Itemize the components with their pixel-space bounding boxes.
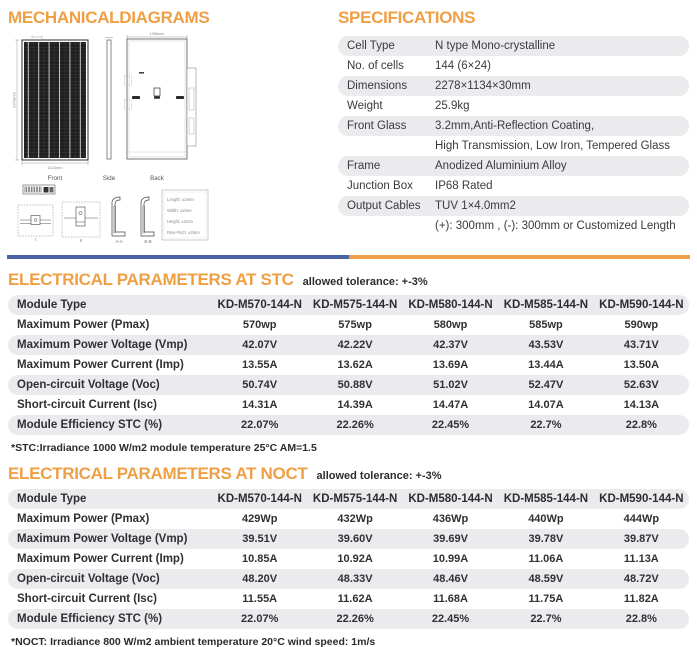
column-header-model: KD-M590-144-N <box>599 299 684 311</box>
row-value: 11.13A <box>623 553 659 565</box>
specifications-title: SPECIFICATIONS <box>338 8 476 27</box>
row-label: Maximum Power Current (Imp) <box>17 553 184 565</box>
row-value: 22.07% <box>241 613 279 625</box>
section-aa-label: A-A <box>115 239 123 244</box>
spec-label: Dimensions <box>347 80 408 92</box>
row-label: Open-circuit Voltage (Voc) <box>17 379 160 391</box>
table-row <box>8 529 689 549</box>
row-value: 13.50A <box>623 359 660 371</box>
tolerance-height: Height: ±1mm <box>167 219 194 224</box>
noct-table <box>8 489 689 629</box>
tolerance-width: Width: ±2mm <box>167 208 192 213</box>
row-value: 13.69A <box>432 359 469 371</box>
spec-row <box>338 76 689 96</box>
row-value: 10.92A <box>337 553 373 565</box>
cable-connector-symbol <box>154 96 160 99</box>
row-label: Module Efficiency STC (%) <box>17 613 163 625</box>
back-view-drawing <box>125 32 197 182</box>
junction-box-symbol <box>154 88 160 96</box>
row-value: 14.31A <box>241 399 278 411</box>
row-label: Short-circuit Current (Isc) <box>17 399 157 411</box>
row-label: Maximum Power (Pmax) <box>17 319 150 331</box>
row-label: Maximum Power Current (Imp) <box>17 359 184 371</box>
noct-section <box>0 464 697 647</box>
column-header-model: KD-M575-144-N <box>312 299 398 311</box>
spec-value: N type Mono-crystalline <box>435 40 556 52</box>
spec-row <box>338 36 689 56</box>
row-value: 13.62A <box>337 359 373 371</box>
back-view-label: Back <box>150 175 164 182</box>
row-value: 14.07A <box>528 399 564 411</box>
spec-row <box>338 56 689 76</box>
stc-table <box>8 295 689 435</box>
row-value: 570wp <box>242 319 277 331</box>
mechanical-diagram <box>8 30 338 245</box>
row-value: 22.26% <box>336 613 374 625</box>
section-bb-label: B-B <box>144 239 152 244</box>
row-value: 22.07% <box>241 419 279 431</box>
noct-title: ELECTRICAL PARAMETERS AT NOCT <box>8 464 308 483</box>
front-height-dimension: 2278mm <box>11 92 17 108</box>
row-value: 39.60V <box>337 533 373 545</box>
row-value: 22.45% <box>431 613 470 625</box>
row-label: Maximum Power (Pmax) <box>17 513 150 525</box>
front-width-dimension: 1134mm <box>47 165 63 170</box>
row-value: 436Wp <box>432 513 469 525</box>
table-row <box>8 609 689 629</box>
specifications-table <box>338 36 689 236</box>
tolerance-row-pitch: Row Pitch: ±2mm <box>167 230 200 235</box>
spec-row <box>338 196 689 216</box>
stc-footnote: *STC:Irradiance 1000 W/m2 module temperature 25°C AM=1.5 <box>11 442 317 454</box>
column-header-model: KD-M585-144-N <box>503 299 589 311</box>
column-header-model: KD-M585-144-N <box>503 493 589 505</box>
row-value: 48.59V <box>528 573 564 585</box>
front-view-label: Front <box>47 175 63 182</box>
cable-connector-symbol <box>176 96 184 99</box>
frame-section-aa-drawing <box>112 197 125 244</box>
spec-label: Output Cables <box>347 200 421 212</box>
row-value: 42.07V <box>242 339 278 351</box>
row-value: 42.22V <box>337 339 373 351</box>
row-value: 52.47V <box>528 379 564 391</box>
stc-heading-row <box>8 270 689 290</box>
table-header-row <box>8 295 689 315</box>
table-row <box>8 549 689 569</box>
spec-label: No. of cells <box>347 60 404 72</box>
row-value: 48.72V <box>623 573 659 585</box>
noct-footnote: *NOCT: Irradiance 800 W/m2 ambient temperature 20°C wind speed: 1m/s <box>11 636 376 647</box>
stc-tolerance-note: allowed tolerance: +-3% <box>302 276 428 288</box>
spec-label: Junction Box <box>347 180 413 192</box>
row-value: 11.68A <box>433 593 468 605</box>
detail-1-label: I <box>34 237 37 242</box>
top-section <box>0 0 697 245</box>
row-value: 585wp <box>529 319 563 331</box>
spec-row <box>338 96 689 116</box>
section-divider <box>7 255 690 259</box>
row-value: 39.69V <box>433 533 468 545</box>
column-header-module-type: Module Type <box>17 493 87 505</box>
barcode-label-drawing <box>23 185 55 194</box>
spec-value: (+): 300mm , (-): 300mm or Customized Length <box>435 220 676 232</box>
row-value: 39.51V <box>242 533 278 545</box>
mechanical-diagrams-section <box>8 8 338 245</box>
table-row <box>8 375 689 395</box>
row-value: 22.8% <box>625 613 657 625</box>
row-value: 580wp <box>433 319 468 331</box>
row-value: 22.7% <box>530 613 562 625</box>
row-value: 429Wp <box>241 513 278 525</box>
row-value: 444Wp <box>623 513 660 525</box>
row-value: 50.88V <box>337 379 373 391</box>
row-value: 22.26% <box>336 419 374 431</box>
table-row <box>8 395 689 415</box>
row-value: 11.82A <box>623 593 659 605</box>
column-header-model: KD-M590-144-N <box>599 493 684 505</box>
noct-tolerance-note: allowed tolerance: +-3% <box>316 470 442 482</box>
spec-label: Cell Type <box>347 40 395 52</box>
row-value: 575wp <box>338 319 372 331</box>
divider-orange-segment <box>349 255 691 259</box>
spec-row <box>338 136 689 156</box>
table-row <box>8 335 689 355</box>
row-value: 22.45% <box>431 419 470 431</box>
tolerance-note-box <box>162 190 208 240</box>
row-value: 590wp <box>624 319 659 331</box>
back-width-dimension: 1086mm <box>149 32 165 36</box>
spec-row <box>338 116 689 136</box>
row-value: 22.8% <box>625 419 657 431</box>
table-row <box>8 355 689 375</box>
row-value: 51.02V <box>433 379 468 391</box>
row-value: 10.99A <box>432 553 469 565</box>
column-header-model: KD-M575-144-N <box>312 493 398 505</box>
row-label: Short-circuit Current (Isc) <box>17 593 157 605</box>
spec-value: TUV 1×4.0mm2 <box>435 200 516 212</box>
row-value: 13.44A <box>528 359 564 371</box>
row-label: Maximum Power Voltage (Vmp) <box>17 339 188 351</box>
row-value: 48.46V <box>433 573 468 585</box>
noct-heading-row <box>8 464 689 484</box>
row-value: 43.53V <box>528 339 564 351</box>
mounting-detail-1-drawing <box>18 205 53 242</box>
table-row <box>8 569 689 589</box>
row-value: 52.63V <box>623 379 659 391</box>
row-label: Module Efficiency STC (%) <box>17 419 163 431</box>
row-value: 13.55A <box>241 359 278 371</box>
spec-value: 3.2mm,Anti-Reflection Coating, <box>435 120 595 132</box>
column-header-module-type: Module Type <box>17 299 87 311</box>
table-header-row <box>8 489 689 509</box>
row-label: Open-circuit Voltage (Voc) <box>17 573 160 585</box>
row-value: 10.85A <box>241 553 278 565</box>
spec-value: 25.9kg <box>435 100 470 112</box>
frame-section-bb-drawing <box>141 197 154 244</box>
row-value: 43.71V <box>623 339 659 351</box>
table-row <box>8 415 689 435</box>
column-header-model: KD-M570-144-N <box>217 299 302 311</box>
spec-label: Front Glass <box>347 120 407 132</box>
row-value: 42.37V <box>433 339 468 351</box>
cable-connector-symbol <box>132 96 140 99</box>
row-value: 11.55A <box>242 593 278 605</box>
row-value: 39.87V <box>623 533 659 545</box>
side-view-label: Side <box>102 175 116 182</box>
side-view-drawing <box>103 38 116 183</box>
spec-value: Anodized Aluminium Alloy <box>435 160 567 172</box>
mounting-detail-2-drawing <box>62 202 100 243</box>
table-row <box>8 315 689 335</box>
spec-row <box>338 176 689 196</box>
spec-label: Weight <box>347 100 383 112</box>
row-value: 11.75A <box>528 593 564 605</box>
row-label: Maximum Power Voltage (Vmp) <box>17 533 188 545</box>
table-row <box>8 589 689 609</box>
table-row <box>8 509 689 529</box>
row-value: 14.39A <box>337 399 373 411</box>
stc-title: ELECTRICAL PARAMETERS AT STC <box>8 270 294 289</box>
spec-value: IP68 Rated <box>435 180 493 192</box>
mechanical-diagrams-title: MECHANICALDIAGRAMS <box>8 8 210 27</box>
spec-label: Frame <box>347 160 381 172</box>
stc-section <box>0 270 697 454</box>
spec-row <box>338 156 689 176</box>
row-value: 50.74V <box>242 379 278 391</box>
tolerance-length: Length: ±2mm <box>167 197 194 202</box>
spec-value: 2278×1134×30mm <box>435 80 531 92</box>
front-view-drawing <box>12 36 89 183</box>
row-value: 48.20V <box>242 573 278 585</box>
row-value: 14.13A <box>623 399 660 411</box>
row-value: 11.06A <box>528 553 564 565</box>
column-header-model: KD-M570-144-N <box>217 493 302 505</box>
spec-value: High Transmission, Low Iron, Tempered Glass <box>435 140 670 152</box>
detail-2-label: II <box>79 238 83 243</box>
row-value: 22.7% <box>530 419 562 431</box>
row-value: 440Wp <box>528 513 564 525</box>
row-value: 11.62A <box>337 593 373 605</box>
divider-blue-segment <box>7 255 349 259</box>
spec-value: 144 (6×24) <box>435 60 491 72</box>
specifications-section <box>338 8 689 245</box>
row-value: 48.33V <box>337 573 373 585</box>
row-value: 39.78V <box>528 533 564 545</box>
column-header-model: KD-M580-144-N <box>408 299 493 311</box>
row-value: 14.47A <box>432 399 469 411</box>
column-header-model: KD-M580-144-N <box>408 493 493 505</box>
spec-row <box>338 216 689 236</box>
row-value: 432Wp <box>337 513 373 525</box>
